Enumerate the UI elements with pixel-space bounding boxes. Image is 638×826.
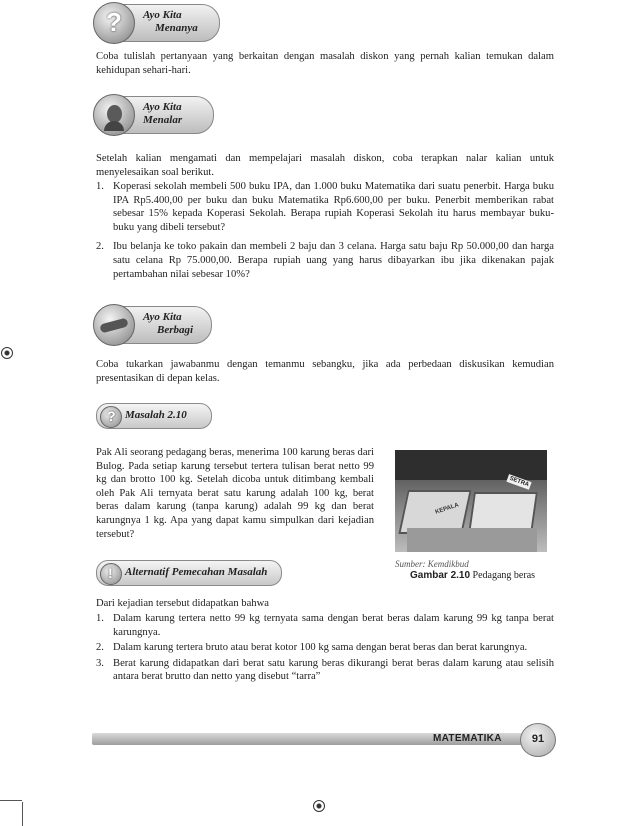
section-title-line2: Berbagi [157,324,194,336]
figure-caption [410,570,535,581]
crop-mark [0,800,22,801]
question-icon: ? [100,406,122,428]
page-number-badge [520,723,556,757]
section-title-line2: Menanya [155,22,198,34]
menanya-text: Coba tulislah pertanyaan yang berkaitan dengan masalah diskon yang pernah kalian temukan dalam kehidupan sehari-hari. [96,51,554,76]
list-number: 1. [96,613,104,624]
section-badge-menalar [96,96,214,134]
thinking-person-icon [93,94,135,136]
crop-mark [22,802,23,826]
solution-list [96,612,554,684]
list-item [96,240,554,281]
menalar-list [96,180,554,281]
alternatif-title: Alternatif Pemecahan Masalah [125,566,268,578]
list-text: Dalam karung tertera netto 99 kg ternyata sama dengan berat beras dalam karung 99 kg tanpa berat karungnya. [113,613,554,638]
handshake-icon [93,304,135,346]
list-number: 2. [96,241,104,253]
question-icon: ? [93,2,135,44]
figure-caption-text: Pedagang beras [472,570,536,581]
figure-caption-label: Gambar 2.10 [410,570,471,581]
section-badge-berbagi [96,306,212,344]
figure-source: Sumber: Kemdikbud [395,559,469,569]
alternatif-badge [96,560,282,586]
section-title-line1: Ayo Kita [143,311,182,323]
section-title-line2: Menalar [143,114,183,126]
exclamation-icon: ! [100,563,122,585]
list-number: 3. [96,657,104,669]
berbagi-text: Coba tukarkan jawabanmu dengan temanmu sebangku, jika ada perbedaan diskusikan kemudian presentasikan di depan kelas. [96,359,554,384]
masalah-badge [96,403,212,429]
list-text: Berat karung didapatkan dari berat satu karung beras dikurangi berat beras dalam karung atau selisih antara berat brutto dan netto yang disebut “tarra” [113,657,554,683]
section-title-line1: Ayo Kita [143,9,182,21]
list-text: Dalam karung tertera bruto atau berat kotor 100 kg sama dengan berat beras dan berat karungnya. [113,642,528,654]
page-number: 91 [531,733,545,745]
list-item [96,641,554,655]
masalah-title: Masalah 2.10 [125,409,187,421]
list-item [96,180,554,234]
section-title-line1: Ayo Kita [143,101,182,113]
list-item [96,612,554,639]
solution-intro: Dari kejadian tersebut didapatkan bahwa [96,598,269,609]
list-number: 1. [96,181,104,192]
list-item [96,657,554,684]
list-number: 2. [96,642,104,654]
masalah-text: Pak Ali seorang pedagang beras, menerima 100 karung beras dari Bulog. Pada setiap karung tersebut tertera tulisan berat netto 99 kg dan brotto 100 kg. Setelah dicoba untuk ditimbang kembali oleh Pak Ali ternyata berat satu karung adalah 100 kg, berat beras dalam karung (tanpa karung) adalah 99 kg dan berat karungnya 1 kg. Apa yang dapat kamu simpulkan dari kejadian tersebut? [96,447,374,540]
price-sign: KEPALA [434,502,460,516]
menalar-intro: Setelah kalian mengamati dan mempelajari masalah diskon, coba terapkan nalar kalian untuk menyelesaikan soal berikut. [96,153,554,178]
list-text: Koperasi sekolah membeli 500 buku IPA, dan 1.000 buku Matematika dari suatu penerbit. Harga buku IPA Rp5.400,00 per buku dan buku Matematika Rp6.600,00 per buku. Penerbit memberikan rabat sebesar 15% kepada Koperasi Sekolah. Berapa rupiah Koperasi Sekolah itu harus membayar buku-buku yang dibeli tersebut? [113,181,554,233]
registration-mark-icon [1,347,13,359]
section-badge-menanya [96,4,220,42]
registration-mark-icon [313,800,325,812]
footer-subject: MATEMATIKA [433,733,502,744]
price-sign: SETRA [506,474,532,490]
rice-trader-photo [395,450,547,552]
list-text: Ibu belanja ke toko pakain dan membeli 2 baju dan 3 celana. Harga satu baju Rp 50.000,00 dan harga satu celana Rp 75.000,00. Berapa rupiah uang yang harus dibayarkan ibu jika dikenakan pajak pertambahan nilai sebesar 10%? [113,241,554,280]
